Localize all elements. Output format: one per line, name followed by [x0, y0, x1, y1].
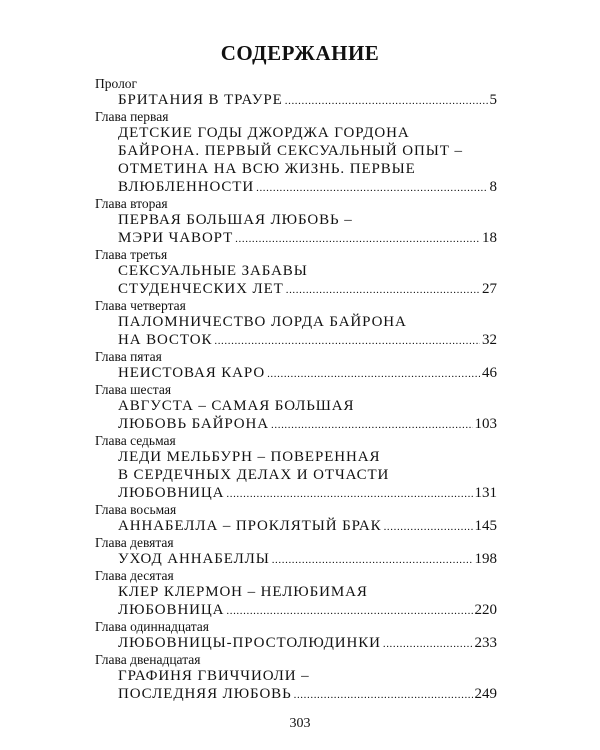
chapter-label: Пролог [95, 76, 138, 91]
chapter-title-text: МЭРИ ЧАВОРТ [118, 230, 234, 246]
chapter-label: Глава десятая [95, 568, 174, 583]
chapter-page-number: 18 [482, 230, 497, 246]
toc-entry [95, 433, 497, 502]
chapter-title-text: АННАБЕЛЛА – ПРОКЛЯТЫЙ БРАК [118, 518, 382, 534]
chapter-title-line [118, 262, 497, 280]
chapter-page-number: 233 [474, 635, 497, 651]
chapter-title-text: СЕКСУАЛЬНЫЕ ЗАБАВЫ [118, 263, 308, 279]
chapter-label: Глава девятая [95, 535, 174, 550]
chapter-label: Глава четвертая [95, 298, 186, 313]
chapter-title-line [118, 124, 497, 142]
chapter-title-text: ЛЮБОВЬ БАЙРОНА [118, 416, 270, 432]
chapter-title-line [118, 634, 497, 652]
dot-leader [271, 415, 472, 434]
chapter-title-text: ЛЮБОВНИЦЫ-ПРОСТОЛЮДИНКИ [118, 635, 381, 651]
chapter-title-line [118, 397, 497, 415]
chapter-title-text: ЛЮБОВНИЦА [118, 602, 225, 618]
chapter-page-number: 220 [474, 602, 497, 618]
chapter-page-number: 249 [474, 686, 497, 702]
toc-entry [95, 535, 497, 568]
toc-entry [95, 349, 497, 382]
dot-leader [235, 229, 480, 248]
chapter-page-number: 32 [482, 332, 497, 348]
chapter-title-text: В СЕРДЕЧНЫХ ДЕЛАХ И ОТЧАСТИ [118, 467, 390, 483]
chapter-page-number: 145 [474, 518, 497, 534]
chapter-title-line [118, 466, 497, 484]
chapter-label: Глава седьмая [95, 433, 176, 448]
dot-leader [294, 685, 473, 704]
chapter-label: Глава одиннадцатая [95, 619, 209, 634]
dot-leader [214, 331, 480, 350]
chapter-title-text: УХОД АННАБЕЛЛЫ [118, 551, 270, 567]
toc-entry [95, 298, 497, 349]
toc-entry [95, 568, 497, 619]
chapter-title-line [118, 280, 497, 298]
toc-entry [95, 502, 497, 535]
chapter-title-line [118, 517, 497, 535]
chapter-title-line [118, 448, 497, 466]
chapter-title-text: НЕИСТОВАЯ КАРО [118, 365, 266, 381]
chapter-title-line [118, 211, 497, 229]
chapter-title-line [118, 364, 497, 382]
chapter-page-number: 27 [482, 281, 497, 297]
dot-leader [272, 550, 473, 569]
toc-entry [95, 652, 497, 703]
chapter-title-text: БРИТАНИЯ В ТРАУРЕ [118, 92, 283, 108]
chapter-title-line [118, 313, 497, 331]
chapter-page-number: 198 [474, 551, 497, 567]
chapter-title-text: ВЛЮБЛЕННОСТИ [118, 179, 255, 195]
chapter-title-line [118, 484, 497, 502]
chapter-label: Глава двенадцатая [95, 652, 201, 667]
toc-entry [95, 109, 497, 196]
toc-entry [95, 196, 497, 247]
chapter-title-text: НА ВОСТОК [118, 332, 213, 348]
chapter-label: Глава восьмая [95, 502, 177, 517]
toc-entry [95, 247, 497, 298]
chapter-title-text: ЛЕДИ МЕЛЬБУРН – ПОВЕРЕННАЯ [118, 449, 381, 465]
chapter-label: Глава третья [95, 247, 168, 262]
dot-leader [256, 178, 487, 197]
chapter-label: Глава первая [95, 109, 169, 124]
page-number: 303 [289, 716, 311, 731]
chapter-title-text: ПАЛОМНИЧЕСТВО ЛОРДА БАЙРОНА [118, 314, 407, 330]
chapter-title-text: АВГУСТА – САМАЯ БОЛЬШАЯ [118, 398, 355, 414]
chapter-title-line [118, 142, 497, 160]
page-title: СОДЕРЖАНИЕ [220, 41, 380, 65]
dot-leader [226, 484, 472, 503]
chapter-label: Глава шестая [95, 382, 172, 397]
chapter-page-number: 46 [482, 365, 497, 381]
chapter-title-line [118, 91, 497, 109]
chapter-title-line [118, 667, 497, 685]
chapter-title-text: КЛЕР КЛЕРМОН – НЕЛЮБИМАЯ [118, 584, 368, 600]
chapter-title-line [118, 583, 497, 601]
toc-entry [95, 619, 497, 652]
chapter-label: Глава вторая [95, 196, 168, 211]
dot-leader [226, 601, 472, 620]
toc-entry [95, 76, 497, 109]
chapter-title-text: БАЙРОНА. ПЕРВЫЙ СЕКСУАЛЬНЫЙ ОПЫТ – [118, 143, 463, 159]
chapter-title-line [118, 415, 497, 433]
chapter-title-text: ПОСЛЕДНЯЯ ЛЮБОВЬ [118, 686, 292, 702]
dot-leader [383, 634, 473, 653]
table-of-contents [95, 76, 497, 703]
chapter-title-text: ГРАФИНЯ ГВИЧЧИОЛИ – [118, 668, 310, 684]
chapter-title-text: ПЕРВАЯ БОЛЬШАЯ ЛЮБОВЬ – [118, 212, 353, 228]
dot-leader [285, 91, 488, 110]
chapter-title-line [118, 160, 497, 178]
chapter-page-number: 131 [474, 485, 497, 501]
chapter-title-text: ЛЮБОВНИЦА [118, 485, 225, 501]
chapter-title-text: ОТМЕТИНА НА ВСЮ ЖИЗНЬ. ПЕРВЫЕ [118, 161, 416, 177]
chapter-title-line [118, 178, 497, 196]
dot-leader [286, 280, 480, 299]
chapter-label: Глава пятая [95, 349, 162, 364]
chapter-title-line [118, 685, 497, 703]
chapter-title-text: СТУДЕНЧЕСКИХ ЛЕТ [118, 281, 284, 297]
chapter-title-text: ДЕТСКИЕ ГОДЫ ДЖОРДЖА ГОРДОНА [118, 125, 410, 141]
chapter-title-line [118, 601, 497, 619]
chapter-page-number: 5 [489, 92, 497, 108]
chapter-page-number: 8 [489, 179, 497, 195]
chapter-page-number: 103 [474, 416, 497, 432]
toc-entry [95, 382, 497, 433]
chapter-title-line [118, 550, 497, 568]
chapter-title-line [118, 229, 497, 247]
dot-leader [267, 364, 480, 383]
dot-leader [384, 517, 473, 536]
chapter-title-line [118, 331, 497, 349]
